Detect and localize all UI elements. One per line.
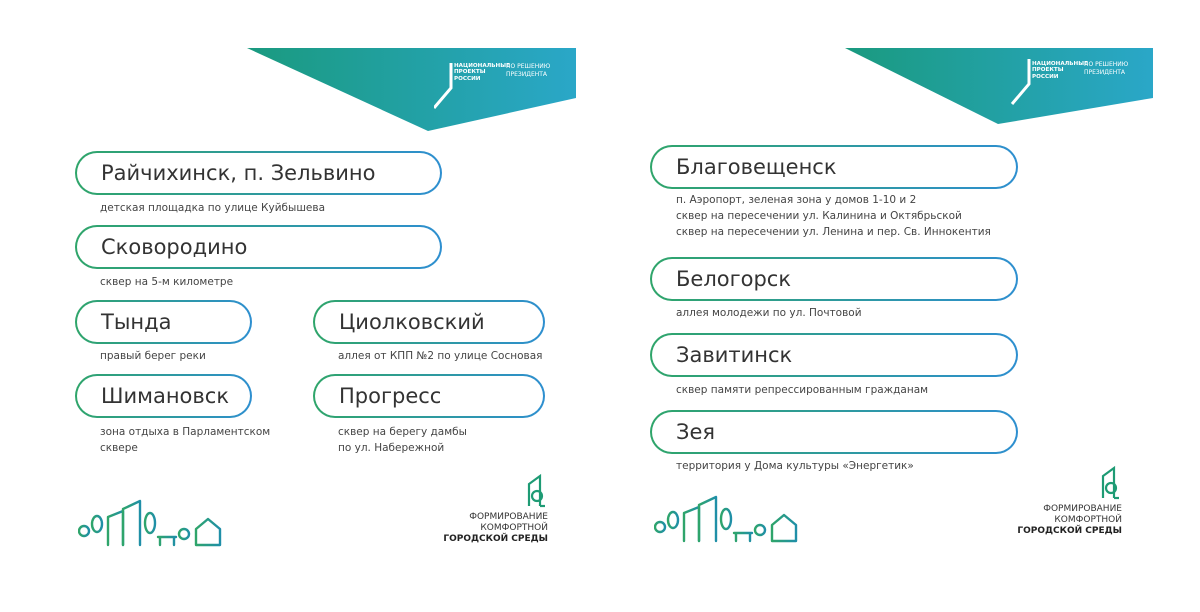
location-pill bbox=[313, 374, 545, 418]
location-title: Циолковский bbox=[339, 310, 485, 334]
location-pill bbox=[650, 145, 1018, 189]
location-title: Прогресс bbox=[339, 384, 442, 408]
description-line: детская площадка по улице Куйбышева bbox=[100, 202, 326, 214]
brand-line: ГОРОДСКОЙ СРЕДЫ bbox=[1017, 526, 1122, 536]
location-pill bbox=[75, 151, 442, 195]
description-line: п. Аэропорт, зеленая зона у домов 1-10 и 2 bbox=[676, 194, 917, 206]
description-line: территория у Дома культуры «Энергетик» bbox=[676, 460, 914, 472]
description-line: сквер на берегу дамбы bbox=[338, 426, 467, 438]
location-title: Райчихинск, п. Зельвино bbox=[101, 161, 376, 185]
logo-line: НАЦИОНАЛЬНЫЕ bbox=[1032, 61, 1088, 67]
location-description bbox=[100, 348, 206, 364]
description-line: зона отдыха в Парламентском bbox=[100, 426, 271, 438]
location-description bbox=[100, 274, 233, 290]
brand-logo-icon bbox=[1100, 464, 1122, 500]
location-title: Белогорск bbox=[676, 267, 792, 291]
location-description bbox=[676, 382, 928, 398]
description-line: сквер на пересечении ул. Калинина и Октябрьской bbox=[676, 210, 962, 222]
description-line: сквере bbox=[100, 442, 138, 454]
location-pill bbox=[75, 225, 442, 269]
location-title: Тында bbox=[101, 310, 172, 334]
location-description bbox=[338, 424, 467, 456]
city-illustration-icon bbox=[78, 497, 224, 549]
location-description bbox=[100, 200, 325, 216]
location-pill bbox=[650, 333, 1018, 377]
location-pill bbox=[313, 300, 545, 344]
location-description bbox=[338, 348, 542, 364]
location-title: Шимановск bbox=[101, 384, 229, 408]
location-description bbox=[676, 458, 914, 474]
location-pill bbox=[650, 410, 1018, 454]
location-description bbox=[676, 192, 991, 240]
location-title: Завитинск bbox=[676, 343, 793, 367]
logo-side-line: ПО РЕШЕНИЮ bbox=[506, 63, 551, 70]
logo-shape-icon bbox=[1010, 58, 1090, 108]
brand-line: КОМФОРТНОЙ bbox=[1054, 515, 1122, 525]
location-title: Сковородино bbox=[101, 235, 248, 259]
logo-side-line: ПРЕЗИДЕНТА bbox=[1084, 68, 1126, 76]
brand-line: ФОРМИРОВАНИЕ bbox=[469, 512, 548, 522]
description-line: аллея от КПП №2 по улице Сосновая bbox=[338, 350, 543, 362]
brand-line: КОМФОРТНОЙ bbox=[480, 523, 548, 533]
brand-block bbox=[1014, 464, 1122, 537]
location-title: Зея bbox=[676, 420, 716, 444]
logo-shape-icon bbox=[434, 62, 514, 112]
location-pill bbox=[650, 257, 1018, 301]
logo-line: РОССИИ bbox=[454, 75, 481, 82]
description-line: правый берег реки bbox=[100, 350, 206, 362]
location-description bbox=[100, 424, 270, 456]
description-line: сквер памяти репрессированным гражданам bbox=[676, 384, 929, 396]
description-line: сквер на пересечении ул. Ленина и пер. Св. Иннокентия bbox=[676, 226, 991, 238]
brand-line: ГОРОДСКОЙ СРЕДЫ bbox=[443, 534, 548, 544]
location-description bbox=[676, 305, 862, 321]
location-pill bbox=[75, 300, 252, 344]
location-pill bbox=[75, 374, 252, 418]
logo-side-line: ПО РЕШЕНИЮ bbox=[1084, 61, 1129, 68]
description-line: аллея молодежи по ул. Почтовой bbox=[676, 307, 862, 319]
logo-line: РОССИИ bbox=[1032, 73, 1059, 80]
logo-line: НАЦИОНАЛЬНЫЕ bbox=[454, 63, 510, 69]
logo-line: ПРОЕКТЫ bbox=[1032, 67, 1064, 74]
description-line: по ул. Набережной bbox=[338, 442, 445, 454]
brand-logo-icon bbox=[526, 472, 548, 508]
description-line: сквер на 5-м километре bbox=[100, 276, 234, 288]
logo-line: ПРОЕКТЫ bbox=[454, 69, 486, 76]
right-card bbox=[600, 0, 1200, 612]
logo-side-line: ПРЕЗИДЕНТА bbox=[506, 70, 548, 78]
brand-line: ФОРМИРОВАНИЕ bbox=[1043, 504, 1122, 514]
brand-block bbox=[440, 472, 548, 545]
city-illustration-icon bbox=[654, 493, 800, 545]
location-title: Благовещенск bbox=[676, 155, 837, 179]
